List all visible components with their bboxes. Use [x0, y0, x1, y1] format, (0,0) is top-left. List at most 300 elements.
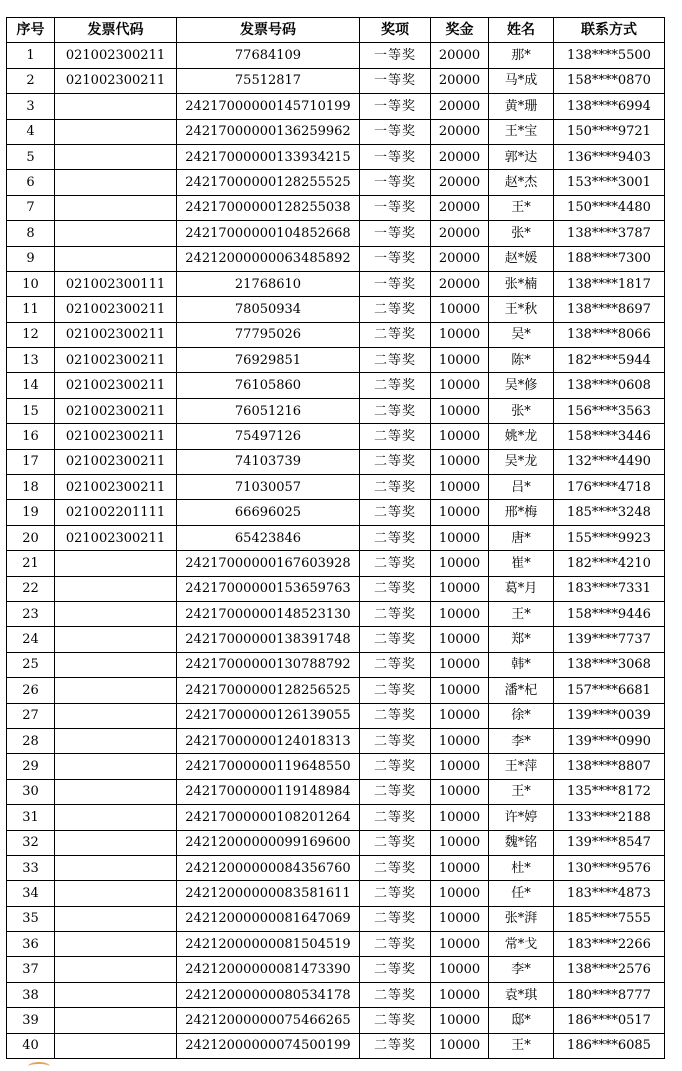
cell-invoice-number: 24217000000128256525 [177, 678, 360, 703]
cell-prize: 二等奖 [360, 322, 431, 347]
cell-amount: 10000 [431, 1008, 489, 1033]
cell-no: 26 [7, 678, 55, 703]
cell-name: 王* [489, 779, 554, 804]
cell-prize: 一等奖 [360, 195, 431, 220]
cell-invoice-code: 021002201111 [55, 500, 177, 525]
cell-invoice-number: 74103739 [177, 449, 360, 474]
cell-prize: 二等奖 [360, 652, 431, 677]
cell-contact: 133****2188 [554, 805, 665, 830]
cell-name: 潘*杞 [489, 678, 554, 703]
cell-invoice-code: 021002300211 [55, 373, 177, 398]
cell-no: 35 [7, 906, 55, 931]
cell-no: 10 [7, 271, 55, 296]
cell-name: 张*楠 [489, 271, 554, 296]
cell-invoice-code [55, 94, 177, 119]
cell-no: 32 [7, 830, 55, 855]
cell-name: 黄*珊 [489, 94, 554, 119]
cell-amount: 10000 [431, 297, 489, 322]
cell-contact: 156****3563 [554, 398, 665, 423]
cell-no: 11 [7, 297, 55, 322]
cell-invoice-code [55, 957, 177, 982]
cell-amount: 20000 [431, 246, 489, 271]
cell-prize: 二等奖 [360, 728, 431, 753]
cell-amount: 20000 [431, 271, 489, 296]
winners-table [6, 17, 665, 1059]
cell-no: 12 [7, 322, 55, 347]
header-no: 序号 [7, 18, 55, 43]
cell-no: 31 [7, 805, 55, 830]
cell-prize: 二等奖 [360, 1033, 431, 1058]
cell-contact: 188****7300 [554, 246, 665, 271]
cell-invoice-number: 24217000000104852668 [177, 221, 360, 246]
cell-no: 37 [7, 957, 55, 982]
cell-prize: 一等奖 [360, 68, 431, 93]
cell-contact: 138****5500 [554, 43, 665, 68]
table-row [7, 1008, 665, 1033]
cell-prize: 一等奖 [360, 246, 431, 271]
cell-amount: 10000 [431, 652, 489, 677]
cell-invoice-number: 65423846 [177, 525, 360, 550]
cell-prize: 一等奖 [360, 170, 431, 195]
cell-invoice-code: 021002300211 [55, 348, 177, 373]
cell-invoice-code [55, 601, 177, 626]
cell-no: 33 [7, 855, 55, 880]
cell-invoice-code [55, 805, 177, 830]
table-row [7, 170, 665, 195]
cell-prize: 二等奖 [360, 576, 431, 601]
cell-contact: 138****8066 [554, 322, 665, 347]
cell-name: 许*婷 [489, 805, 554, 830]
table-row [7, 957, 665, 982]
cell-invoice-code [55, 678, 177, 703]
cell-prize: 二等奖 [360, 500, 431, 525]
cell-no: 2 [7, 68, 55, 93]
table-row [7, 906, 665, 931]
cell-amount: 20000 [431, 68, 489, 93]
cell-invoice-code [55, 119, 177, 144]
cell-name: 王* [489, 601, 554, 626]
cell-contact: 158****9446 [554, 601, 665, 626]
cell-name: 魏*铭 [489, 830, 554, 855]
cell-invoice-code [55, 779, 177, 804]
cell-name: 袁*琪 [489, 982, 554, 1007]
cell-prize: 二等奖 [360, 932, 431, 957]
cell-contact: 139****0990 [554, 728, 665, 753]
cell-invoice-number: 24212000000081504519 [177, 932, 360, 957]
cell-no: 25 [7, 652, 55, 677]
cell-invoice-number: 24217000000119648550 [177, 754, 360, 779]
cell-name: 王*萍 [489, 754, 554, 779]
cell-invoice-number: 24212000000099169600 [177, 830, 360, 855]
cell-invoice-number: 24217000000126139055 [177, 703, 360, 728]
cell-invoice-code [55, 652, 177, 677]
cell-name: 赵*杰 [489, 170, 554, 195]
cell-invoice-code: 021002300211 [55, 398, 177, 423]
table-header [7, 18, 665, 43]
cell-amount: 10000 [431, 525, 489, 550]
cell-contact: 183****7331 [554, 576, 665, 601]
cell-contact: 182****4210 [554, 551, 665, 576]
cell-contact: 138****0608 [554, 373, 665, 398]
cell-amount: 20000 [431, 144, 489, 169]
cell-invoice-code [55, 170, 177, 195]
cell-no: 15 [7, 398, 55, 423]
cell-invoice-number: 24217000000148523130 [177, 601, 360, 626]
table-row [7, 576, 665, 601]
cell-contact: 136****9403 [554, 144, 665, 169]
cell-invoice-code [55, 576, 177, 601]
cell-name: 张*湃 [489, 906, 554, 931]
cell-amount: 10000 [431, 449, 489, 474]
table-row [7, 271, 665, 296]
table-row [7, 652, 665, 677]
cell-name: 吕* [489, 475, 554, 500]
cell-invoice-code [55, 830, 177, 855]
cell-name: 唐* [489, 525, 554, 550]
cell-prize: 二等奖 [360, 373, 431, 398]
cell-amount: 10000 [431, 322, 489, 347]
cell-invoice-code [55, 906, 177, 931]
cell-amount: 10000 [431, 1033, 489, 1058]
cell-invoice-number: 24212000000075466265 [177, 1008, 360, 1033]
cell-prize: 二等奖 [360, 475, 431, 500]
cell-contact: 139****8547 [554, 830, 665, 855]
cell-invoice-code [55, 703, 177, 728]
cell-no: 4 [7, 119, 55, 144]
cell-invoice-number: 71030057 [177, 475, 360, 500]
cell-contact: 138****6994 [554, 94, 665, 119]
cell-amount: 10000 [431, 932, 489, 957]
cell-name: 马*成 [489, 68, 554, 93]
cell-no: 29 [7, 754, 55, 779]
cell-name: 吴* [489, 322, 554, 347]
cell-invoice-number: 24212000000081473390 [177, 957, 360, 982]
cell-invoice-number: 24217000000128255525 [177, 170, 360, 195]
cell-invoice-number: 66696025 [177, 500, 360, 525]
cell-no: 27 [7, 703, 55, 728]
cell-invoice-number: 77795026 [177, 322, 360, 347]
cell-no: 18 [7, 475, 55, 500]
cell-prize: 一等奖 [360, 119, 431, 144]
cell-no: 20 [7, 525, 55, 550]
cell-prize: 二等奖 [360, 779, 431, 804]
cell-invoice-number: 21768610 [177, 271, 360, 296]
cell-amount: 10000 [431, 348, 489, 373]
cell-prize: 一等奖 [360, 144, 431, 169]
cell-name: 任* [489, 881, 554, 906]
cell-prize: 二等奖 [360, 551, 431, 576]
cell-no: 6 [7, 170, 55, 195]
table-row [7, 144, 665, 169]
header-prize: 奖项 [360, 18, 431, 43]
cell-invoice-number: 76051216 [177, 398, 360, 423]
cell-prize: 二等奖 [360, 449, 431, 474]
cell-prize: 二等奖 [360, 805, 431, 830]
cell-prize: 二等奖 [360, 1008, 431, 1033]
cell-no: 9 [7, 246, 55, 271]
cell-prize: 二等奖 [360, 424, 431, 449]
table-row [7, 678, 665, 703]
cell-contact: 135****8172 [554, 779, 665, 804]
cell-name: 那* [489, 43, 554, 68]
cell-amount: 10000 [431, 627, 489, 652]
cell-contact: 183****2266 [554, 932, 665, 957]
table-row [7, 779, 665, 804]
cell-prize: 二等奖 [360, 881, 431, 906]
cell-invoice-number: 24217000000108201264 [177, 805, 360, 830]
table-row [7, 551, 665, 576]
cell-no: 22 [7, 576, 55, 601]
cell-invoice-number: 24217000000124018313 [177, 728, 360, 753]
cell-contact: 180****8777 [554, 982, 665, 1007]
table-row [7, 500, 665, 525]
cell-invoice-number: 76929851 [177, 348, 360, 373]
cell-contact: 176****4718 [554, 475, 665, 500]
table-row [7, 246, 665, 271]
cell-invoice-code: 021002300211 [55, 68, 177, 93]
cell-invoice-code [55, 982, 177, 1007]
cell-prize: 二等奖 [360, 855, 431, 880]
cell-no: 38 [7, 982, 55, 1007]
cell-invoice-number: 24217000000130788792 [177, 652, 360, 677]
cell-no: 34 [7, 881, 55, 906]
cell-name: 崔* [489, 551, 554, 576]
cell-invoice-number: 24217000000138391748 [177, 627, 360, 652]
cell-name: 吴*修 [489, 373, 554, 398]
cell-amount: 10000 [431, 830, 489, 855]
cell-prize: 一等奖 [360, 94, 431, 119]
table-row [7, 43, 665, 68]
cell-amount: 10000 [431, 500, 489, 525]
cell-prize: 一等奖 [360, 43, 431, 68]
cell-amount: 10000 [431, 906, 489, 931]
table-row [7, 475, 665, 500]
cell-name: 张* [489, 221, 554, 246]
cell-no: 8 [7, 221, 55, 246]
cell-invoice-code [55, 221, 177, 246]
cell-invoice-code [55, 627, 177, 652]
cell-amount: 20000 [431, 43, 489, 68]
cell-invoice-code: 021002300211 [55, 449, 177, 474]
table-row [7, 627, 665, 652]
table-row [7, 805, 665, 830]
table-row [7, 322, 665, 347]
table-row [7, 601, 665, 626]
cell-contact: 150****4480 [554, 195, 665, 220]
cell-invoice-code [55, 246, 177, 271]
cell-name: 陈* [489, 348, 554, 373]
cell-prize: 二等奖 [360, 525, 431, 550]
cell-invoice-code: 021002300211 [55, 475, 177, 500]
cell-prize: 二等奖 [360, 906, 431, 931]
cell-invoice-number: 24212000000083581611 [177, 881, 360, 906]
cell-invoice-number: 24217000000145710199 [177, 94, 360, 119]
cell-invoice-number: 76105860 [177, 373, 360, 398]
header-invoice-code: 发票代码 [55, 18, 177, 43]
cell-invoice-number: 77684109 [177, 43, 360, 68]
cell-contact: 185****7555 [554, 906, 665, 931]
cell-invoice-code [55, 144, 177, 169]
cell-contact: 132****4490 [554, 449, 665, 474]
cell-name: 王* [489, 195, 554, 220]
cell-invoice-code [55, 195, 177, 220]
cell-no: 24 [7, 627, 55, 652]
cell-contact: 157****6681 [554, 678, 665, 703]
cell-name: 赵*媛 [489, 246, 554, 271]
cell-invoice-code: 021002300211 [55, 297, 177, 322]
cell-contact: 139****0039 [554, 703, 665, 728]
cell-invoice-number: 24212000000080534178 [177, 982, 360, 1007]
cell-invoice-code: 021002300211 [55, 525, 177, 550]
cell-contact: 138****8697 [554, 297, 665, 322]
cell-contact: 130****9576 [554, 855, 665, 880]
cell-invoice-number: 24212000000081647069 [177, 906, 360, 931]
cell-name: 邢*梅 [489, 500, 554, 525]
cell-name: 葛*月 [489, 576, 554, 601]
table-body [7, 43, 665, 1059]
cell-name: 邸* [489, 1008, 554, 1033]
cell-amount: 20000 [431, 94, 489, 119]
cell-amount: 10000 [431, 881, 489, 906]
cell-contact: 153****3001 [554, 170, 665, 195]
cell-no: 39 [7, 1008, 55, 1033]
cell-name: 常*戈 [489, 932, 554, 957]
header-name: 姓名 [489, 18, 554, 43]
cell-invoice-number: 24212000000074500199 [177, 1033, 360, 1058]
table-row [7, 754, 665, 779]
cell-name: 李* [489, 728, 554, 753]
cell-prize: 二等奖 [360, 601, 431, 626]
cell-name: 张* [489, 398, 554, 423]
cell-no: 13 [7, 348, 55, 373]
cell-name: 郭*达 [489, 144, 554, 169]
cell-no: 5 [7, 144, 55, 169]
cell-prize: 二等奖 [360, 754, 431, 779]
cell-invoice-code [55, 932, 177, 957]
cell-amount: 10000 [431, 551, 489, 576]
table-row [7, 881, 665, 906]
table-row [7, 525, 665, 550]
table-row [7, 932, 665, 957]
cell-invoice-code: 021002300211 [55, 43, 177, 68]
cell-prize: 二等奖 [360, 957, 431, 982]
cell-invoice-number: 78050934 [177, 297, 360, 322]
cell-invoice-code [55, 881, 177, 906]
cell-invoice-number: 75512817 [177, 68, 360, 93]
cell-amount: 10000 [431, 855, 489, 880]
cell-amount: 20000 [431, 221, 489, 246]
table-row [7, 348, 665, 373]
cell-invoice-number: 24217000000153659763 [177, 576, 360, 601]
cell-amount: 10000 [431, 678, 489, 703]
cell-contact: 186****0517 [554, 1008, 665, 1033]
cell-prize: 二等奖 [360, 627, 431, 652]
cell-prize: 二等奖 [360, 678, 431, 703]
cell-contact: 183****4873 [554, 881, 665, 906]
cell-prize: 二等奖 [360, 703, 431, 728]
cell-amount: 20000 [431, 195, 489, 220]
cell-invoice-code: 021002300111 [55, 271, 177, 296]
cell-invoice-number: 24217000000167603928 [177, 551, 360, 576]
cell-no: 23 [7, 601, 55, 626]
cell-invoice-number: 24217000000136259962 [177, 119, 360, 144]
table-row [7, 297, 665, 322]
cell-invoice-number: 75497126 [177, 424, 360, 449]
cell-invoice-code: 021002300211 [55, 322, 177, 347]
cell-invoice-code [55, 551, 177, 576]
cell-no: 21 [7, 551, 55, 576]
cell-amount: 20000 [431, 119, 489, 144]
cell-contact: 155****9923 [554, 525, 665, 550]
cell-invoice-number: 24212000000063485892 [177, 246, 360, 271]
table-row [7, 449, 665, 474]
cell-amount: 10000 [431, 373, 489, 398]
cell-name: 王* [489, 1033, 554, 1058]
cell-name: 吴*龙 [489, 449, 554, 474]
cell-invoice-code [55, 728, 177, 753]
cell-invoice-number: 24217000000133934215 [177, 144, 360, 169]
header-invoice-number: 发票号码 [177, 18, 360, 43]
cell-name: 郑* [489, 627, 554, 652]
cell-prize: 一等奖 [360, 271, 431, 296]
cell-contact: 158****0870 [554, 68, 665, 93]
table-row [7, 119, 665, 144]
cell-amount: 10000 [431, 982, 489, 1007]
cell-prize: 二等奖 [360, 830, 431, 855]
cell-no: 30 [7, 779, 55, 804]
header-amount: 奖金 [431, 18, 489, 43]
cell-invoice-code [55, 754, 177, 779]
cell-name: 王*秋 [489, 297, 554, 322]
cell-name: 李* [489, 957, 554, 982]
cell-contact: 182****5944 [554, 348, 665, 373]
cell-amount: 10000 [431, 703, 489, 728]
cell-invoice-code [55, 1008, 177, 1033]
table-row [7, 373, 665, 398]
cell-contact: 138****2576 [554, 957, 665, 982]
cell-amount: 10000 [431, 728, 489, 753]
cell-invoice-code: 021002300211 [55, 424, 177, 449]
cell-name: 王*宝 [489, 119, 554, 144]
cell-contact: 150****9721 [554, 119, 665, 144]
cell-amount: 10000 [431, 576, 489, 601]
cell-prize: 一等奖 [360, 221, 431, 246]
cell-name: 姚*龙 [489, 424, 554, 449]
cell-contact: 138****1817 [554, 271, 665, 296]
table-row [7, 398, 665, 423]
table-row [7, 221, 665, 246]
table-row [7, 1033, 665, 1058]
cell-amount: 10000 [431, 424, 489, 449]
cell-no: 40 [7, 1033, 55, 1058]
cell-contact: 185****3248 [554, 500, 665, 525]
cell-no: 14 [7, 373, 55, 398]
table-row [7, 424, 665, 449]
header-contact: 联系方式 [554, 18, 665, 43]
cell-no: 1 [7, 43, 55, 68]
table-row [7, 703, 665, 728]
cell-contact: 158****3446 [554, 424, 665, 449]
cell-contact: 138****3068 [554, 652, 665, 677]
table-row [7, 982, 665, 1007]
table-row [7, 195, 665, 220]
cell-amount: 10000 [431, 779, 489, 804]
cell-no: 36 [7, 932, 55, 957]
cell-prize: 二等奖 [360, 398, 431, 423]
cell-amount: 10000 [431, 957, 489, 982]
header-row [7, 18, 665, 43]
cell-no: 17 [7, 449, 55, 474]
